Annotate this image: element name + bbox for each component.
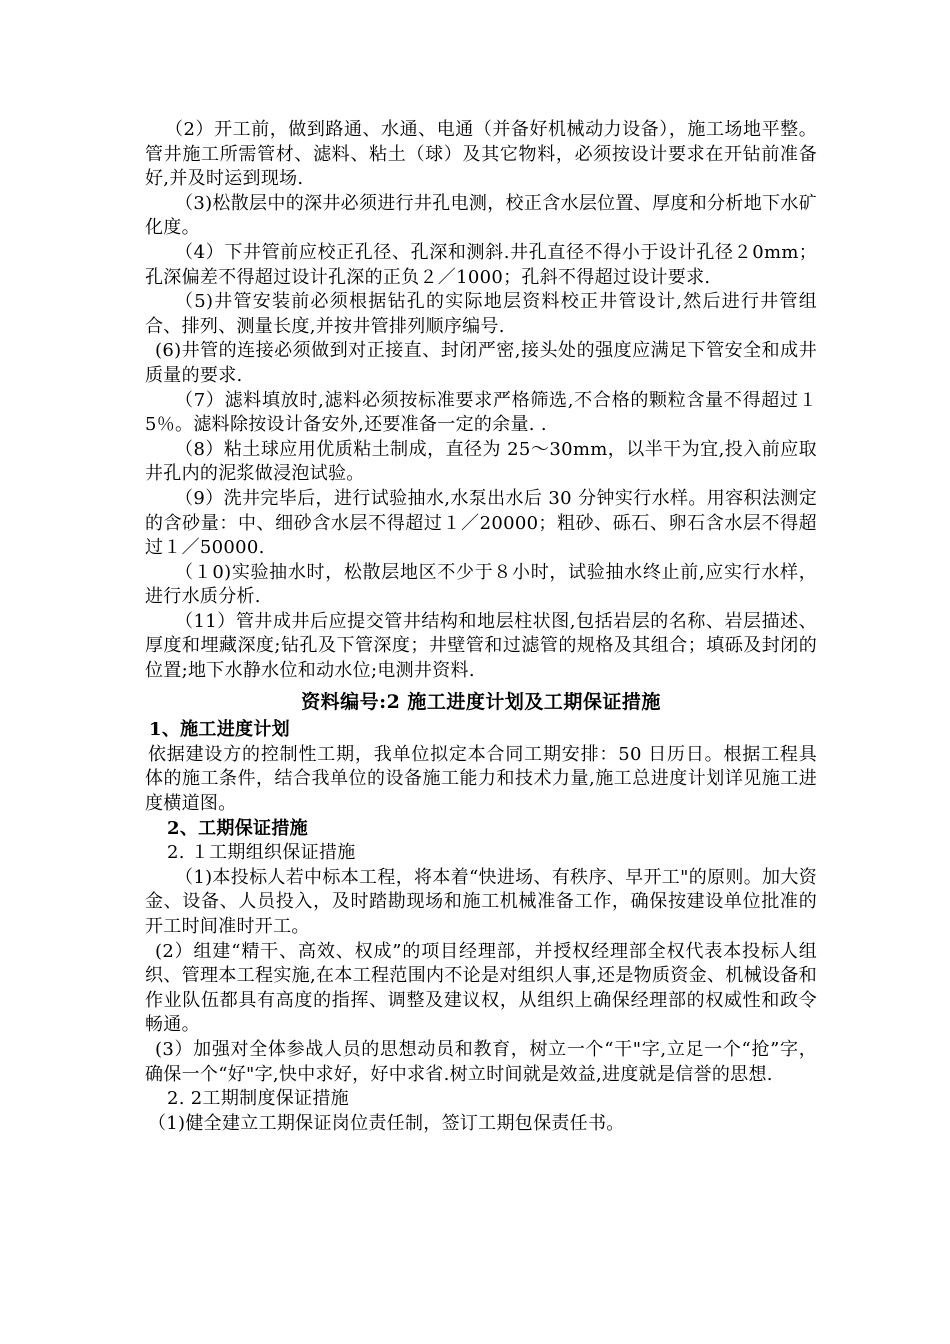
system-item-1: （1)健全建立工期保证岗位责任制，签订工期包保责任书。	[148, 1112, 625, 1134]
paragraph-2: （2）开工前，做到路通、水通、电通（并备好机械动力设备），施工场地平整。管井施工所需管材、滤料、粘土（球）及其它物料，必须按设计要求在开钻前准备好,并及时运到现场.	[145, 119, 817, 190]
organization-item-1: （1)本投标人若中标本工程，将本着“快进场、有秩序、早开工"的原则。加大资金、设备、人员投入，及时踏勘现场和施工机械准备工作，确保按建设单位批准的开工时间准时开工。	[145, 866, 817, 937]
paragraph-10: （１0)实验抽水时，松散层地区不少于８小时，试验抽水终止前,应实行水样，进行水质分析.	[145, 561, 817, 608]
organization-item-3: (3）加强对全体参战人员的思想动员和教育，树立一个“干"字,立足一个“抢”字，确保一个“好"字,快中求好，好中求省.树立时间就是效益,进度就是信誉的思想.	[145, 1038, 817, 1085]
paragraph-4: （4）下井管前应校正孔径、孔深和测斜.井孔直径不得小于设计孔径２0mm；孔深偏差不得超过设计孔深的正负２／1000；孔斜不得超过设计要求.	[145, 241, 817, 288]
paragraph-3: （3)松散层中的深井必须进行井孔电测，校正含水层位置、厚度和分析地下水矿化度。	[145, 192, 817, 239]
heading-schedule-guarantee: 2、工期保证措施	[167, 817, 308, 839]
paragraph-7: （7）滤料填放时,滤料必须按标准要求严格筛选,不合格的颗粒含量不得超过１5％。滤料除按设计备安外,还要准备一定的余量. .	[145, 389, 817, 436]
document-page	[145, 118, 817, 1136]
organization-item-2: (2）组建“精干、高效、权成”的项目经理部，并授权经理部全权代表本投标人组织、管理本工程实施,在本工程范围内不论是对组织人事,还是物质资金、机械设备和作业队伍都具有高度的指挥、调整及建议权，从组织上确保经理部的权威性和政令畅通。	[145, 940, 817, 1036]
subheading-organization: 2. １工期组织保证措施	[167, 842, 356, 864]
subheading-system: 2. 2工期制度保证措施	[167, 1088, 349, 1110]
paragraph-11: （11）管井成井后应提交管井结构和地层柱状图,包括岩层的名称、岩层描述、厚度和埋藏深度;钻孔及下管深度；井壁管和过滤管的规格及其组合；填砾及封闭的位置;地下水静水位和动水位;电测井资料.	[145, 610, 817, 682]
paragraph-5: （5)井管安装前必须根据钻孔的实际地层资料校正井管设计,然后进行井管组合、排列、测量长度,并按井管排列顺序编号.	[145, 291, 817, 337]
schedule-plan-text: 依据建设方的控制性工期，我单位拟定本合同工期安排：50 日历日。根据工程具体的施工条件，结合我单位的设备施工能力和技术力量,施工总进度计划详见施工进度横道图。	[145, 743, 817, 815]
heading-schedule-plan: 1、施工进度计划	[149, 719, 290, 741]
paragraph-6: (6)井管的连接必须做到对正接直、封闭严密,接头处的强度应满足下管安全和成井质量的要求.	[145, 340, 817, 386]
section-title: 资料编号:2 施工进度计划及工期保证措施	[301, 690, 661, 713]
paragraph-8: （8）粘土球应用优质粘土制成，直径为 25～30mm，以半干为宜,投入前应取井孔内的泥浆做浸泡试验。	[145, 438, 817, 485]
paragraph-9: （9）洗井完毕后，进行试验抽水,水泵出水后 30 分钟实行水样。用容积法测定的含砂量：中、细砂含水层不得超过１／20000；粗砂、砾石、卵石含水层不得超过１／50000.	[145, 487, 817, 559]
